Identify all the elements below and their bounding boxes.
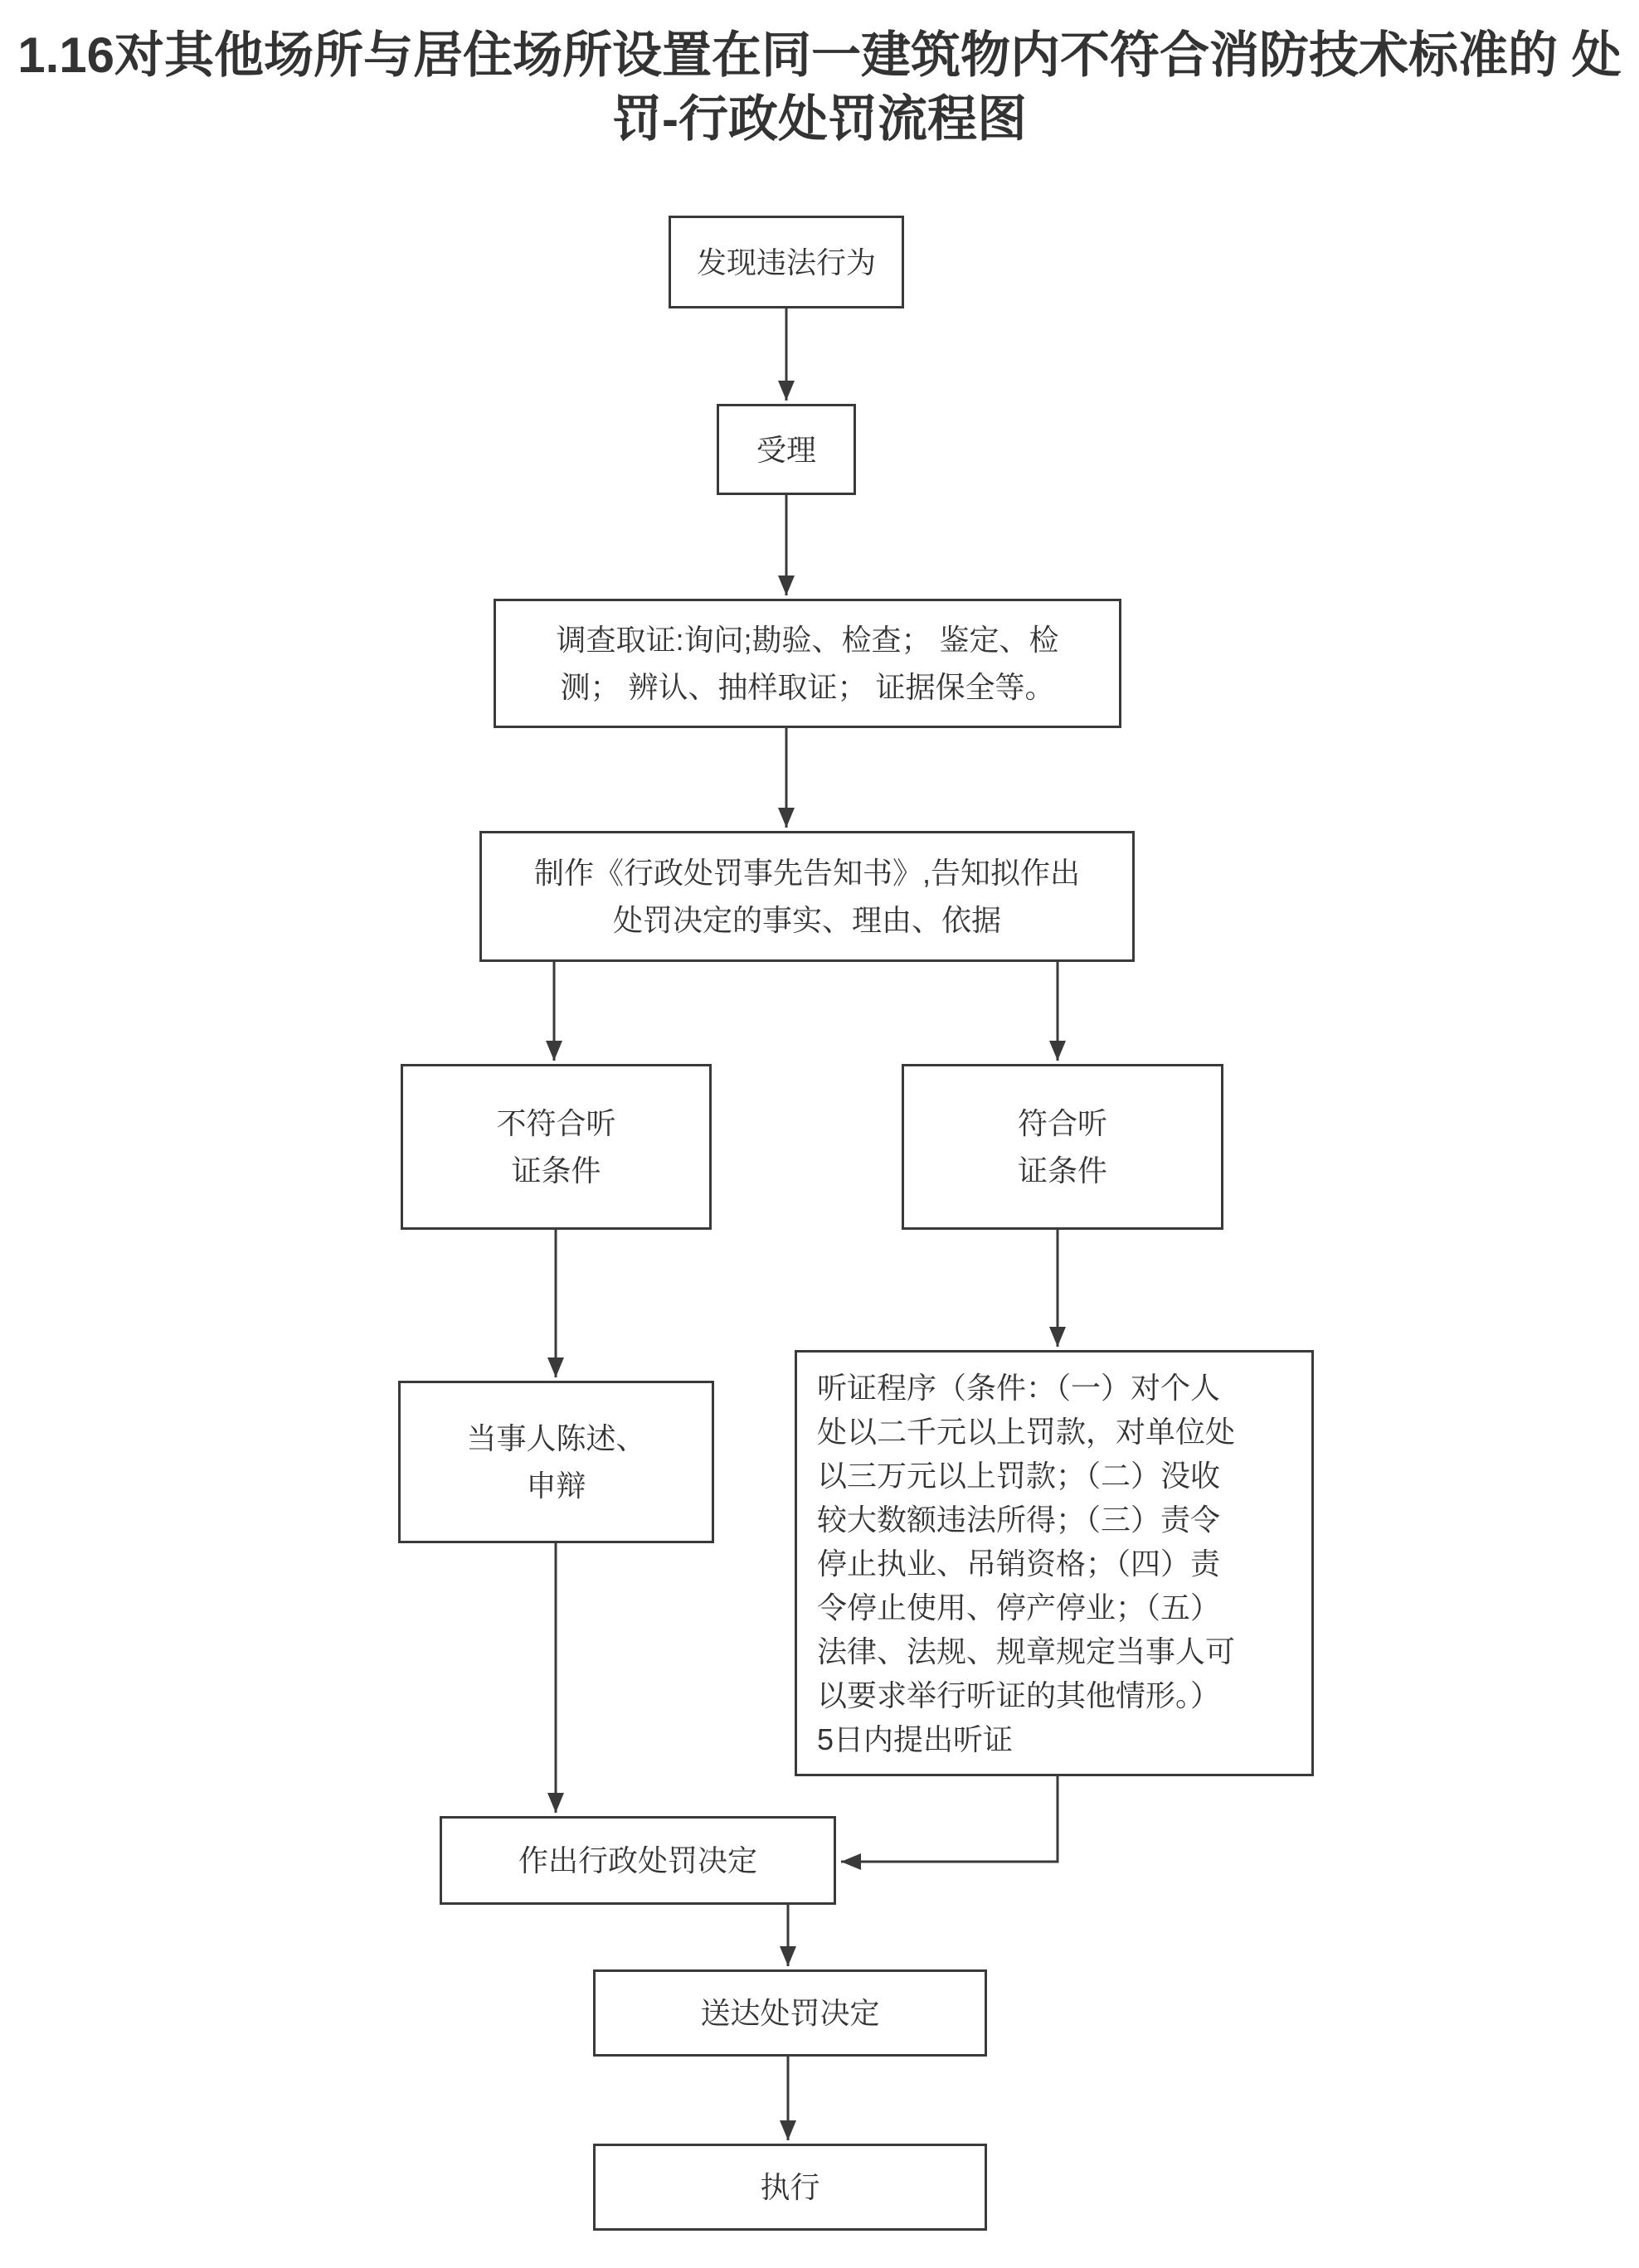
node-no-hearing-condition	[401, 1064, 712, 1230]
node-execute	[593, 2144, 987, 2231]
node-deliver-decision-label: 送达处罚决定	[700, 1996, 880, 2030]
node-hearing-procedure-line7: 法律、法规、规章规定当事人可	[817, 1634, 1236, 1668]
page-title-line2: 处罚-行政处罚流程图	[612, 27, 1622, 147]
node-accept	[717, 404, 856, 495]
node-hearing-procedure-line8: 以要求举行听证的其他情形。）	[817, 1678, 1221, 1712]
node-make-decision-label: 作出行政处罚决定	[518, 1843, 757, 1877]
node-hearing-procedure-line3: 以三万元以上罚款；（二）没收	[817, 1459, 1221, 1493]
node-discover-violation-label: 发现违法行为	[696, 245, 876, 279]
node-prior-notice	[479, 831, 1135, 962]
node-investigate	[494, 599, 1121, 728]
node-no-hearing-line2: 证条件	[511, 1153, 601, 1187]
node-investigate-line1: 调查取证:询问;勘验、检查； 鉴定、检	[556, 623, 1059, 657]
node-investigate-line2: 测； 辨认、抽样取证； 证据保全等。	[560, 670, 1055, 704]
node-hearing-condition	[902, 1064, 1223, 1230]
node-hearing-procedure-line9: 5日内提出听证	[817, 1722, 1014, 1756]
node-accept-label: 受理	[756, 432, 816, 467]
node-hearing-procedure	[795, 1350, 1314, 1776]
node-hearing-procedure-line4: 较大数额违法所得；（三）责令	[817, 1503, 1221, 1537]
node-execute-label: 执行	[760, 2170, 820, 2204]
node-prior-notice-line2: 处罚决定的事实、理由、依据	[612, 903, 1001, 937]
node-prior-notice-line1: 制作《行政处罚事先告知书》,告知拟作出	[533, 856, 1080, 890]
node-party-statement-line1: 当事人陈述、	[466, 1421, 646, 1455]
node-hearing-procedure-line1: 听证程序（条件：（一）对个人	[817, 1371, 1221, 1405]
node-deliver-decision	[593, 1969, 987, 2057]
node-discover-violation	[669, 216, 904, 308]
node-hearing-condition-line1: 符合听	[1017, 1106, 1107, 1140]
node-hearing-condition-line2: 证条件	[1017, 1153, 1107, 1187]
node-hearing-procedure-line6: 令停止使用、停产停业；（五）	[817, 1591, 1221, 1625]
page-title-line1: 1.16对其他场所与居住场所设置在同一建筑物内不符合消防技术标准的	[17, 27, 1559, 83]
node-party-statement-line2: 申辩	[526, 1469, 586, 1503]
node-make-decision	[440, 1816, 836, 1905]
node-no-hearing-line1: 不符合听	[496, 1106, 616, 1140]
node-party-statement	[398, 1381, 714, 1543]
node-hearing-procedure-line5: 停止执业、吊销资格；（四）责	[817, 1547, 1221, 1581]
page-title	[0, 23, 1639, 151]
node-hearing-procedure-line2: 处以二千元以上罚款，对单位处	[817, 1415, 1236, 1449]
arrow-procedure-to-decision	[841, 1776, 1058, 1862]
